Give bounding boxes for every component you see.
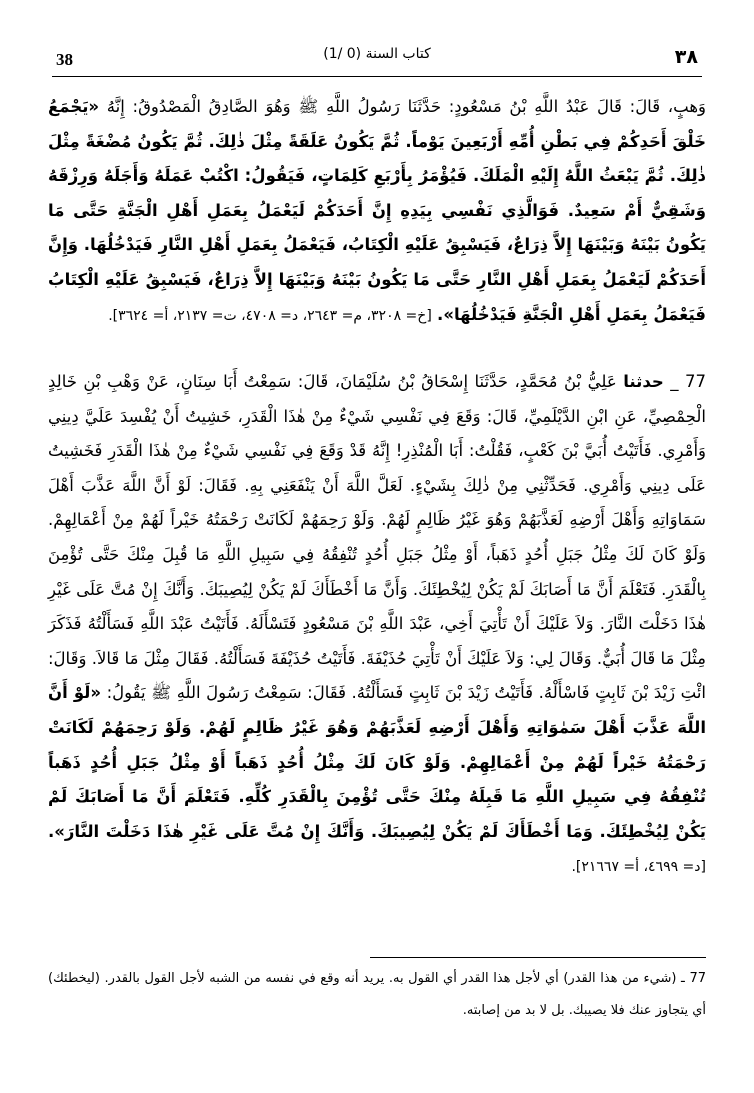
footnotes [48, 963, 706, 1027]
isnad-text: عَلِيُّ بْنُ مُحَمَّدٍ، حَدَّثَنَا إِسْحَاقُ بْنُ سُلَيْمَانَ، قَالَ: سَمِعْتُ أَبَا سِنَانٍ، عَنْ وَهْبِ بْنِ خَالِدٍ الْحِمْصِيِّ، عَنِ ابْنِ الدَّيْلَمِيِّ، قَالَ: وَقَعَ فِي نَفْسِي شَيْءٌ مِنْ هٰذَا الْقَدَرِ، خَشِيتُ أَنْ يُفْسِدَ عَلَيَّ دِينِي وَأَمْرِي. فَأَتَيْتُ أُبَيَّ بْنَ كَعْبٍ، فَقُلْتُ: أَبَا الْمُنْذِرِ! إِنَّهُ قَدْ وَقَعَ فِي نَفْسِي شَيْءٌ مِنْ هٰذَا الْقَدَرِ فَخَشِيتُ عَلَى دِينِي وَأَمْرِي. فَحَدِّثْنِي مِنْ ذٰلِكَ بِشَيْءٍ. لَعَلَّ اللَّهَ أَنْ يَنْفَعَنِي بِهِ. فَقَالَ: لَوْ أَنَّ اللَّهَ عَذَّبَ أَهْلَ سَمَاوَاتِهِ وَأَهْلَ أَرْضِهِ لَعَذَّبَهُمْ وَهُوَ غَيْرُ ظَالِمٍ لَهُمْ. وَلَوْ رَحِمَهُمْ لَكَانَتْ رَحْمَتُهُ خَيْراً لَهُمْ مِنْ أَعْمَالِهِمْ. وَلَوْ كَانَ لَكَ مِثْلُ جَبَلِ أُحُدٍ ذَهَباً، أَوْ مِثْلُ جَبَلِ أُحُدٍ تُنْفِقُهُ فِي سَبِيلِ اللَّهِ مَا قُبِلَ مِنْكَ حَتَّى تُؤْمِنَ بِالْقَدَرِ. فَتَعْلَمَ أَنَّ مَا أَصَابَكَ لَمْ يَكُنْ لِيُخْطِئَكَ. وَأَنَّ مَا أَخْطَأَكَ لَمْ يَكُنْ لِيُصِيبَكَ. وَأَنَّكَ إِنْ مُتَّ عَلَى غَيْرِ هٰذَا دَخَلْتَ النَّارَ. وَلاَ عَلَيْكَ أَنْ تَأْتِيَ أَخِي، عَبْدَ اللَّهِ بْنَ مَسْعُودٍ فَتَسْأَلَهُ. فَأَتَيْتُ عَبْدَ اللَّهِ فَسَأَلْتُهُ فَذَكَرَ مِثْلَ مَا قَالَ أُبَيٌّ. وَقَالَ لِي: وَلاَ عَلَيْكَ أَنْ تَأْتِيَ حُذَيْفَةَ. فَأَتَيْتُ حُذَيْفَةَ فَسَأَلْتُهُ. فَقَالَ مِثْلَ مَا قَالاَ. وَقَالَ: ائْتِ زَيْدَ بْنَ ثَابِتٍ فَاسْأَلْهُ. فَأَتَيْتُ زَيْدَ بْنَ ثَابِتٍ فَسَأَلْتُهُ. فَقَالَ: سَمِعْتُ رَسُولَ اللَّهِ ﷺ يَقُولُ: [48, 372, 706, 703]
hadith-references: [خ= ٣٢٠٨، م= ٢٦٤٣، د= ٤٧٠٨، ت= ٢١٣٧، أ= ٣٦٢٤]. [108, 307, 432, 324]
hadith-paragraph-76-continued [48, 90, 706, 333]
page-number-arabic: ٣٨ [674, 46, 698, 68]
hadith-lead-word: حدثنا [623, 372, 664, 391]
footnote-line: 77 ـ (شيء من هذا القدر) أي لأجل هذا القدر أي القول به. يريد أنه وقع في نفسه من الشبه لأجل القول بالقدر. [104, 971, 706, 986]
isnad-text: وَهبٍ، قَالَ: قَالَ عَبْدُ اللَّهِ بْنُ مَسْعُودٍ: حَدَّثَنَا رَسُولُ اللَّهِ ﷺ وَهُوَ الصَّادِقُ الْمَصْدُوقُ: إِنَّهُ [106, 97, 706, 116]
footnote-line: (ليخطئك) أي يتجاوز عنك فلا يصيبك. بل لا بد من إصابته. [48, 971, 706, 1018]
hadith-references: [د= ٤٦٩٩، أ= ٢١٦٦٧]. [571, 859, 706, 876]
page-number-latin: 38 [56, 50, 73, 69]
hadith-matn: «لَوْ أَنَّ اللَّهَ عَذَّبَ أَهْلَ سَمٰوَاتِهِ وَأَهْلَ أَرْضِهِ لَعَذَّبَهُمْ وَهُوَ غَيْرُ ظَالِمٍ لَهُمْ. وَلَوْ رَحِمَهُمْ لَكَانَتْ رَحْمَتُهُ خَيْراً لَهُمْ مِنْ أَعْمَالِهِمْ. وَلَوْ كَانَ لَكَ مِثْلُ أُحُدٍ ذَهَباً أَوْ مِثْلُ جَبَلِ أُحُدٍ ذَهَباً تُنْفِقُهُ فِي سَبِيلِ اللَّهِ مَا قَبِلَهُ مِنْكَ حَتَّى تُؤْمِنَ بِالْقَدَرِ كُلِّهِ. فَتَعْلَمَ أَنَّ مَا أَصَابَكَ لَمْ يَكُنْ لِيُخْطِئَكَ. وَمَا أَخْطَأَكَ لَمْ يَكُنْ لِيُصِيبَكَ. وَأَنَّكَ إِنْ مُتَّ عَلَى غَيْرِ هٰذَا دَخَلْتَ النَّارَ». [48, 683, 706, 841]
running-header [52, 42, 702, 77]
chapter-title: (1/ 0) كتاب السنة [323, 46, 431, 62]
hadith-matn: «يَجْمَعُ خَلْقَ أَحَدِكُمْ فِي بَطْنِ أُمِّهِ أَرْبَعِينَ يَوْماً. ثُمَّ يَكُونُ عَلَقَةً مِثْلَ ذٰلِكَ. ثُمَّ يَكُونُ مُضْغَةً مِثْلَ ذٰلِكَ. ثُمَّ يَبْعَثُ اللَّهُ إِلَيْهِ الْمَلَكَ. فَيُؤْمَرُ بِأَرْبَعِ كَلِمَاتٍ، فَيَقُولُ: اكْتُبْ عَمَلَهُ وَأَجَلَهُ وَرِزْقَهُ وَشَقِيٌّ أَمْ سَعِيدٌ. فَوَالَّذِي نَفْسِي بِيَدِهِ إِنَّ أَحَدَكُمْ لَيَعْمَلُ بِعَمَلِ أَهْلِ الْجَنَّةِ حَتَّى مَا يَكُونُ بَيْنَهُ وَبَيْنَهَا إِلاَّ ذِرَاعٌ، فَيَسْبِقُ عَلَيْهِ الْكِتَابُ، فَيَعْمَلُ بِعَمَلِ أَهْلِ النَّارِ فَيَدْخُلُهَا. وَإِنَّ أَحَدَكُمْ لَيَعْمَلُ بِعَمَلِ أَهْلِ النَّارِ حَتَّى مَا يَكُونُ بَيْنَهُ وَبَيْنَهَا إِلاَّ ذِرَاعٌ، فَيَسْبِقُ عَلَيْهِ الْكِتَابُ فَيَعْمَلُ بِعَمَلِ أَهْلِ الْجَنَّةِ فَيَدْخُلُهَا». [48, 97, 706, 324]
hadith-number: 77 _ [670, 372, 707, 391]
footnote-divider [370, 957, 706, 958]
hadith-paragraph-77 [48, 365, 706, 885]
